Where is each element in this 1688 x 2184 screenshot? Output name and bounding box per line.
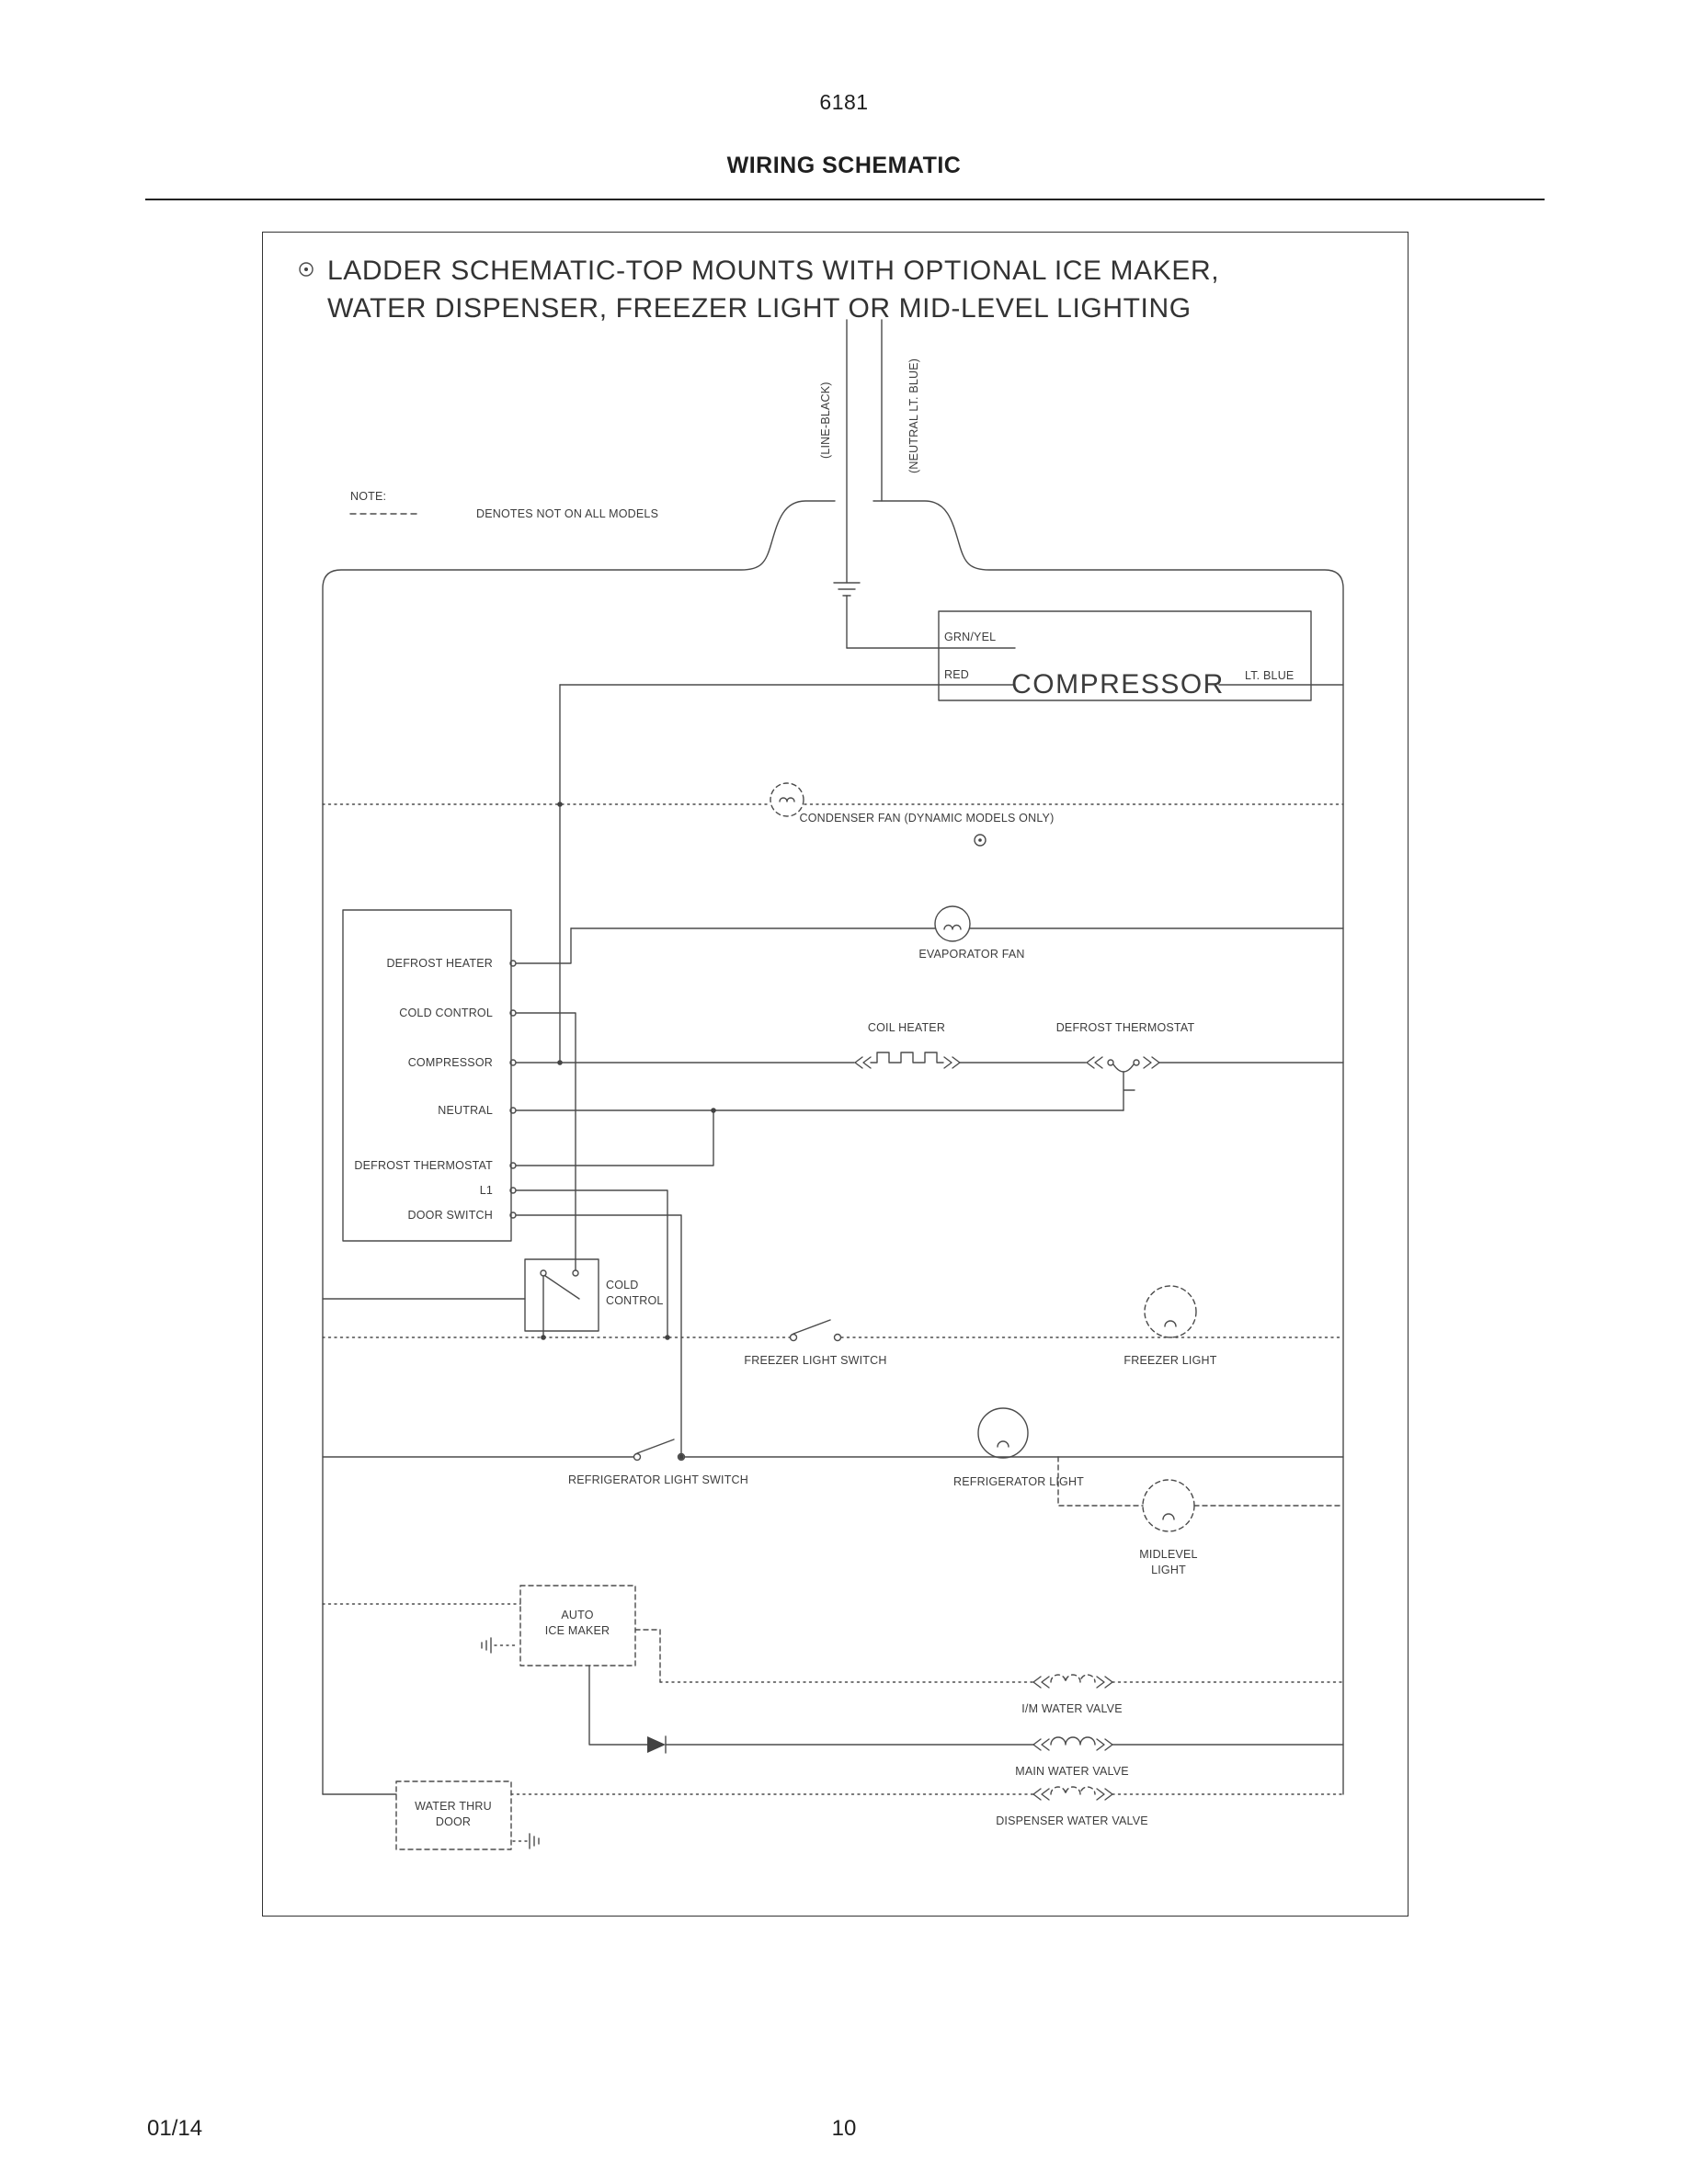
- label-freezer-light: FREEZER LIGHT: [1123, 1354, 1217, 1367]
- label-refrigerator-light-switch: REFRIGERATOR LIGHT SWITCH: [568, 1473, 748, 1486]
- auto-ice-maker: [323, 1586, 660, 1682]
- evaporator-fan-icon: [935, 906, 970, 941]
- schematic-heading: [300, 256, 1219, 324]
- compressor: [560, 596, 1343, 1063]
- label-compressor: COMPRESSOR: [1011, 669, 1225, 700]
- water-outlet-icon: [513, 1834, 539, 1848]
- diode-icon: [647, 1736, 666, 1753]
- page-title: WIRING SCHEMATIC: [726, 153, 962, 178]
- label-im-water-valve: I/M WATER VALVE: [1021, 1702, 1123, 1715]
- main-water-valve-icon: [1033, 1737, 1112, 1750]
- terminal-cold-control: COLD CONTROL: [399, 1007, 493, 1019]
- cold-control: [323, 1259, 664, 1340]
- ground-icon: [834, 583, 860, 596]
- label-water-thru-door-2: DOOR: [435, 1815, 472, 1828]
- refrigerator-light-icon: [978, 1408, 1028, 1458]
- terminal-block: [343, 910, 516, 1241]
- label-midlevel-light-2: LIGHT: [1151, 1564, 1186, 1576]
- label-dispenser-water-valve: DISPENSER WATER VALVE: [996, 1814, 1148, 1827]
- terminal-defrost-heater: DEFROST HEATER: [386, 957, 493, 970]
- terminal-compressor: COMPRESSOR: [407, 1056, 493, 1069]
- schematic-frame: [262, 232, 1409, 1917]
- bullet-icon: [300, 263, 313, 276]
- coil-heater-icon: [855, 1052, 960, 1068]
- terminal-door-switch: DOOR SWITCH: [407, 1209, 493, 1222]
- label-lt-blue: LT. BLUE: [1245, 669, 1295, 682]
- defrost-thermostat-icon: [1087, 1057, 1159, 1110]
- refrigerator-light-circuit: [323, 1408, 1343, 1488]
- condenser-fan-circuit: [323, 783, 1343, 846]
- label-auto-ice-maker-1: AUTO: [561, 1609, 594, 1621]
- label-grn-yel: GRN/YEL: [944, 631, 997, 643]
- note-label: NOTE:: [350, 490, 387, 503]
- water-inlet-icon: [482, 1638, 519, 1653]
- label-red: RED: [944, 668, 969, 681]
- dispenser-water-valve-circuit: [323, 1781, 1343, 1849]
- note-legend: [350, 490, 658, 520]
- freezer-light-switch-icon: [791, 1320, 841, 1341]
- label-evaporator-fan: EVAPORATOR FAN: [918, 948, 1025, 961]
- label-coil-heater: COIL HEATER: [867, 1021, 946, 1034]
- heading-line-2: WATER DISPENSER, FREEZER LIGHT OR MID-LEVEL LIGHTING: [327, 293, 1192, 324]
- dispenser-water-valve-icon: [1033, 1787, 1112, 1800]
- freezer-light-circuit: [323, 1286, 1343, 1367]
- label-auto-ice-maker-2: ICE MAKER: [544, 1624, 610, 1637]
- label-line-black: (LINE-BLACK): [819, 381, 832, 459]
- label-main-water-valve: MAIN WATER VALVE: [1015, 1765, 1129, 1778]
- footer-date: 01/14: [147, 2116, 203, 2141]
- midlevel-light-icon: [1143, 1480, 1194, 1531]
- freezer-light-icon: [1145, 1286, 1196, 1337]
- terminal-l1: L1: [479, 1184, 493, 1197]
- evaporator-fan-circuit: [571, 906, 1343, 961]
- doc-number: 6181: [819, 90, 869, 114]
- label-neutral-lt-blue: (NEUTRAL LT. BLUE): [907, 358, 920, 473]
- label-midlevel-light-1: MIDLEVEL: [1139, 1548, 1198, 1561]
- heading-line-1: LADDER SCHEMATIC-TOP MOUNTS WITH OPTIONAL ICE MAKER,: [327, 256, 1220, 286]
- footer-page-number: 10: [831, 2116, 857, 2141]
- note-text: DENOTES NOT ON ALL MODELS: [476, 507, 659, 520]
- label-condenser-fan: CONDENSER FAN (DYNAMIC MODELS ONLY): [799, 812, 1055, 825]
- defrost-circuit: [560, 1021, 1343, 1110]
- label-cold-control-2: CONTROL: [606, 1294, 664, 1307]
- supply-lines: [819, 320, 920, 596]
- title-rule: [145, 199, 1545, 200]
- cold-control-box: [525, 1259, 599, 1331]
- label-freezer-light-switch: FREEZER LIGHT SWITCH: [744, 1354, 887, 1367]
- im-water-valve-circuit: [660, 1675, 1343, 1715]
- circle-dot-icon: [975, 835, 986, 846]
- terminal-defrost-thermostat: DEFROST THERMOSTAT: [354, 1159, 493, 1172]
- terminal-wires: [516, 928, 1123, 1460]
- label-refrigerator-light: REFRIGERATOR LIGHT: [952, 1475, 1085, 1488]
- label-cold-control-1: COLD: [606, 1279, 639, 1291]
- refrigerator-light-switch-icon: [634, 1439, 685, 1461]
- terminal-neutral: NEUTRAL: [438, 1104, 493, 1117]
- im-water-valve-icon: [1033, 1675, 1112, 1688]
- midlevel-light-circuit: [1058, 1457, 1343, 1576]
- label-defrost-thermostat: DEFROST THERMOSTAT: [1055, 1021, 1195, 1034]
- label-water-thru-door-1: WATER THRU: [415, 1800, 492, 1813]
- wiring-schematic-svg: [263, 233, 1407, 1915]
